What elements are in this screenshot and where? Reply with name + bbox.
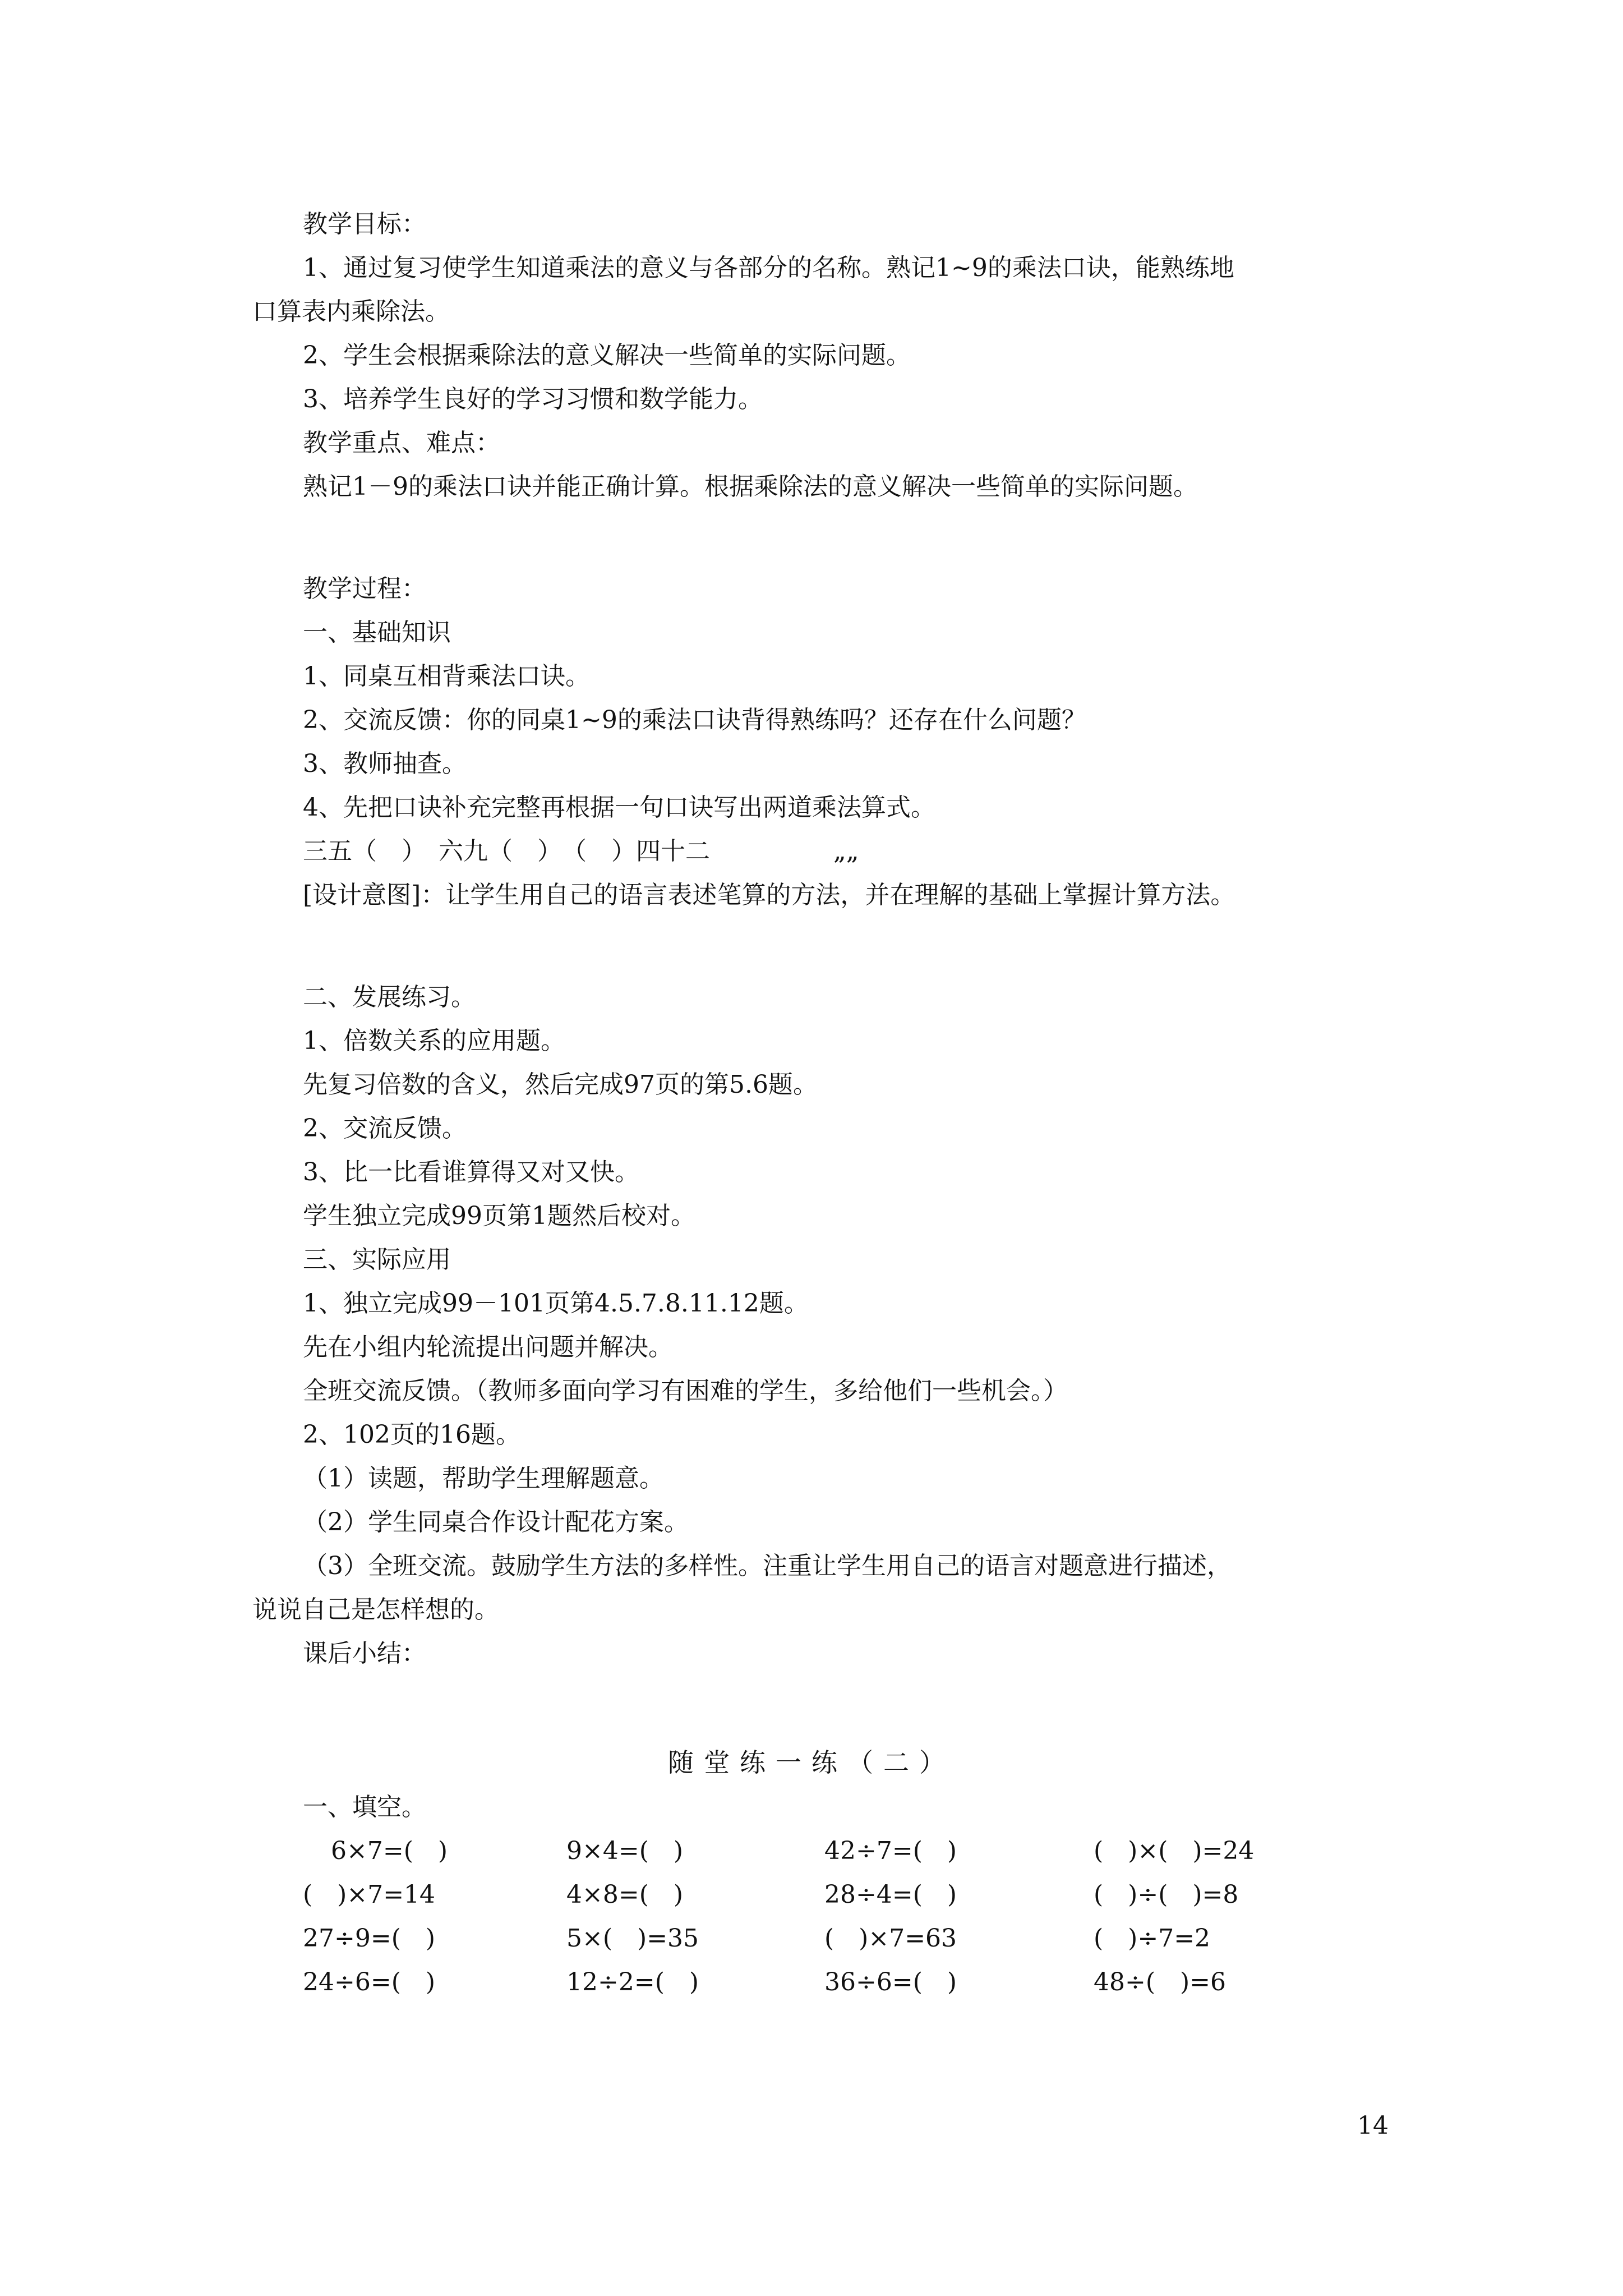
application-2-sub-1: （1）读题，帮助学生理解题意。: [303, 1464, 664, 1493]
heading-summary: 课后小结：: [303, 1639, 426, 1668]
exercise-cell: 12÷2=( ): [566, 1968, 699, 1996]
goal-2: 2、学生会根据乘除法的意义解决一些简单的实际问题。: [303, 341, 911, 370]
application-2: 2、102页的16题。: [303, 1420, 520, 1449]
exercise-cell: ( )×7=63: [824, 1924, 957, 1953]
heading-key-points: 教学重点、难点：: [303, 429, 500, 457]
goal-3: 3、培养学生良好的学习习惯和数学能力。: [303, 385, 763, 413]
section-development-practice: 二、发展练习。: [303, 983, 476, 1011]
step-3: 3、教师抽查。: [303, 749, 467, 778]
practice-3: 3、比一比看谁算得又对又快。: [303, 1158, 639, 1186]
heading-teaching-goals: 教学目标：: [303, 210, 426, 238]
application-1-detail-a: 先在小组内轮流提出问题并解决。: [303, 1333, 673, 1361]
practice-2: 2、交流反馈。: [303, 1114, 467, 1143]
exercise-cell: 27÷9=( ): [303, 1924, 436, 1953]
practice-1: 1、倍数关系的应用题。: [303, 1027, 565, 1055]
application-2-sub-3: （3）全班交流。鼓励学生方法的多样性。注重让学生用自己的语言对题意进行描述，: [303, 1552, 1232, 1580]
application-2-sub-3-continued: 说说自己是怎样想的。: [252, 1595, 499, 1624]
page-number: 14: [1357, 2111, 1389, 2140]
goal-1: 1、通过复习使学生知道乘法的意义与各部分的名称。熟记1~9的乘法口诀，能熟练地: [303, 254, 1234, 282]
application-1-detail-b: 全班交流反馈。（教师多面向学习有困难的学生，多给他们一些机会。）: [303, 1377, 1068, 1405]
rhyme-blanks: 三五（ ） 六九（ ） （ ）四十二 „„: [303, 837, 859, 866]
exercise-cell: 36÷6=( ): [824, 1968, 957, 1996]
exercise-cell: ( )÷( )=8: [1094, 1880, 1239, 1909]
exercise-title: 随堂练一练（二）: [668, 1747, 955, 1778]
practice-3-detail: 学生独立完成99页第1题然后校对。: [303, 1202, 695, 1230]
exercise-cell: 42÷7=( ): [824, 1837, 957, 1865]
section-application: 三、实际应用: [303, 1245, 451, 1274]
application-1: 1、独立完成99－101页第4.5.7.8.11.12题。: [303, 1289, 809, 1318]
section-basic-knowledge: 一、基础知识: [303, 618, 451, 647]
exercise-cell: 24÷6=( ): [303, 1968, 436, 1996]
practice-1-detail: 先复习倍数的含义，然后完成97页的第5.6题。: [303, 1070, 818, 1099]
exercise-cell: ( )×7=14: [303, 1880, 436, 1909]
exercise-cell: 9×4=( ): [566, 1837, 684, 1865]
exercise-section-fill-in: 一、填空。: [303, 1793, 426, 1821]
exercise-cell: 28÷4=( ): [824, 1880, 957, 1909]
exercise-cell: ( )×( )=24: [1094, 1837, 1255, 1865]
exercise-cell: 48÷( )=6: [1094, 1968, 1227, 1996]
design-intent: [设计意图]：让学生用自己的语言表述笔算的方法，并在理解的基础上掌握计算方法。: [303, 881, 1235, 909]
goal-1-continued: 口算表内乘除法。: [252, 297, 450, 326]
key-points-text: 熟记1－9的乘法口诀并能正确计算。根据乘除法的意义解决一些简单的实际问题。: [303, 472, 1198, 501]
exercise-cell: 6×7=( ): [331, 1837, 448, 1865]
application-2-sub-2: （2）学生同桌合作设计配花方案。: [303, 1508, 689, 1536]
exercise-cell: 5×( )=35: [566, 1924, 699, 1953]
exercise-cell: ( )÷7=2: [1094, 1924, 1211, 1953]
exercise-cell: 4×8=( ): [566, 1880, 684, 1909]
step-2: 2、交流反馈：你的同桌1~9的乘法口诀背得熟练吗？还存在什么问题？: [303, 706, 1086, 734]
step-1: 1、同桌互相背乘法口诀。: [303, 662, 590, 691]
heading-teaching-process: 教学过程：: [303, 574, 426, 603]
step-4: 4、先把口诀补充完整再根据一句口诀写出两道乘法算式。: [303, 793, 935, 822]
